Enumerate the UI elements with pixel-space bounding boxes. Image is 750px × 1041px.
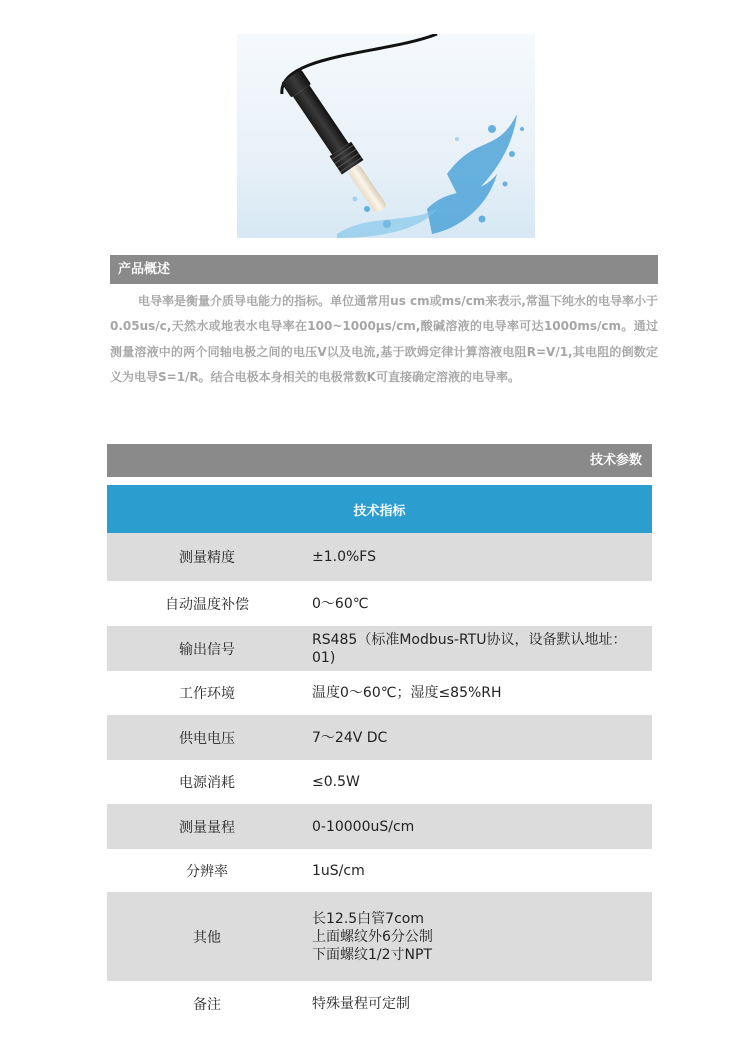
row-label: 其他 xyxy=(193,929,221,946)
row-label: 测量精度 xyxy=(179,550,235,566)
overview-text: 电导率是衡量介质导电能力的指标。单位通常用us cm或ms/cm来表示,常温下纯水的电导率小于0.05us/c,天然水或地表水电导率在100~1000μs/cm,酸碱溶液的电导率可达1000ms/cm。通过测量溶液中的两个同轴电极之间的电压V以及电流,基于欧姆定律计算溶液电阻R=V/1,其电阻的倒数定义为电导S=1/R。结合电极本身相关的电极常数K可直接确定溶液的电导率。 xyxy=(110,294,658,385)
table-row xyxy=(107,981,652,1026)
product-image xyxy=(237,34,535,238)
row-label: 分辨率 xyxy=(186,863,228,880)
params-heading: 技术参数 xyxy=(107,444,652,477)
table-row xyxy=(107,804,652,849)
table-row xyxy=(107,849,652,892)
row-value: 0-10000uS/cm xyxy=(312,818,415,835)
row-value: ≤0.5W xyxy=(312,774,360,790)
table-row xyxy=(107,760,652,804)
table-row xyxy=(107,626,652,671)
table-row xyxy=(107,715,652,760)
row-label: 备注 xyxy=(193,996,221,1013)
row-value: 7～24V DC xyxy=(312,729,388,746)
row-value: 0～60℃ xyxy=(312,595,369,612)
row-value: ±1.0%FS xyxy=(312,549,376,565)
row-label: 工作环境 xyxy=(179,686,235,702)
row-value: 温度0～60℃；湿度≤85%RH xyxy=(312,685,502,701)
row-value: 特殊量程可定制 xyxy=(312,995,410,1012)
overview-heading: 产品概述 xyxy=(110,255,658,284)
table-row xyxy=(107,533,652,581)
table-row xyxy=(107,892,652,981)
row-value: 1uS/cm xyxy=(312,862,365,879)
row-value: 长12.5白管7com 上面螺纹外6分公制 下面螺纹1/2寸NPT xyxy=(312,910,433,963)
row-label: 自动温度补偿 xyxy=(165,596,249,613)
table-row xyxy=(107,581,652,626)
row-label: 输出信号 xyxy=(179,641,235,658)
row-value: RS485（标准Modbus-RTU协议，设备默认地址： 01) xyxy=(312,631,627,666)
table-row xyxy=(107,671,652,715)
spec-table-header: 技术指标 xyxy=(107,485,652,533)
row-label: 测量量程 xyxy=(179,819,235,836)
spec-table xyxy=(107,485,652,1026)
row-label: 供电电压 xyxy=(179,730,235,747)
row-label: 电源消耗 xyxy=(179,775,235,791)
